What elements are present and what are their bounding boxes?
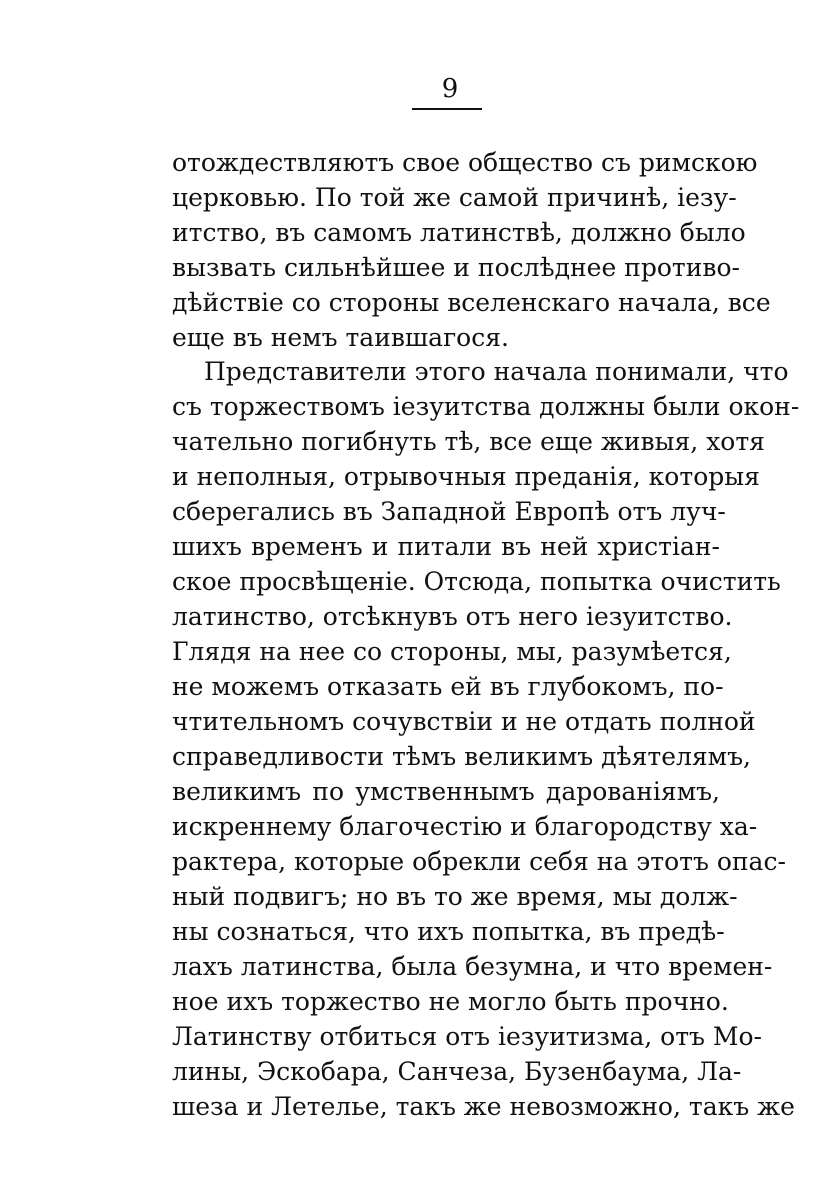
text-line: церковью. По той же самой причинѣ, іезу- [172,183,737,212]
text-line: искреннему благочестію и благородству ха- [172,812,758,841]
text-line: лины, Эскобара, Санчеза, Бузенбаума, Ла- [172,1057,742,1086]
text-line: лахъ латинства, была безумна, и что времен- [172,952,773,981]
text-line: ны сознаться, что ихъ попытка, въ предѣ- [172,917,725,946]
text-line: и неполныя, отрывочныя преданія, которыя [172,462,760,491]
page-number: 9 [441,74,459,104]
page-number-rule [412,108,482,110]
text-line: великимъ по умственнымъ дарованіямъ, [172,777,720,806]
text-line: дѣйствіе со стороны вселенскаго начала, все [172,288,771,317]
text-line: рактера, которые обрекли себя на этотъ опас- [172,847,786,876]
text-line: отождествляютъ свое общество съ римскою [172,148,758,177]
text-line: съ торжествомъ іезуитства должны были окон- [172,392,800,421]
text-line: справедливости тѣмъ великимъ дѣятелямъ, [172,742,751,771]
text-line: латинство, отсѣкнувъ отъ него іезуитство. [172,602,733,631]
text-line: итство, въ самомъ латинствѣ, должно было [172,218,746,247]
text-line: ный подвигъ; но въ то же время, мы долж- [172,882,738,911]
text-line: еще въ немъ таившагося. [172,323,509,352]
text-line: чтительномъ сочувствіи и не отдать полной [172,707,756,736]
text-line: ское просвѣщеніе. Отсюда, попытка очистить [172,567,781,596]
text-line: шихъ временъ и питали въ ней христіан- [172,532,720,561]
text-line: не можемъ отказать ей въ глубокомъ, по- [172,672,724,701]
text-line: Представители этого начала понимали, что [204,357,789,386]
text-line: Глядя на нее со стороны, мы, разумѣется, [172,637,732,666]
text-line: сберегались въ Западной Европѣ отъ луч- [172,497,726,526]
text-line: Латинству отбиться отъ іезуитизма, отъ Мо- [172,1022,762,1051]
text-line: вызвать сильнѣйшее и послѣднее противо- [172,253,740,282]
text-line: шеза и Летелье, такъ же невозможно, такъ же [172,1092,795,1121]
text-line: чательно погибнуть тѣ, все еще живыя, хотя [172,427,765,456]
text-line: ное ихъ торжество не могло быть прочно. [172,987,729,1016]
